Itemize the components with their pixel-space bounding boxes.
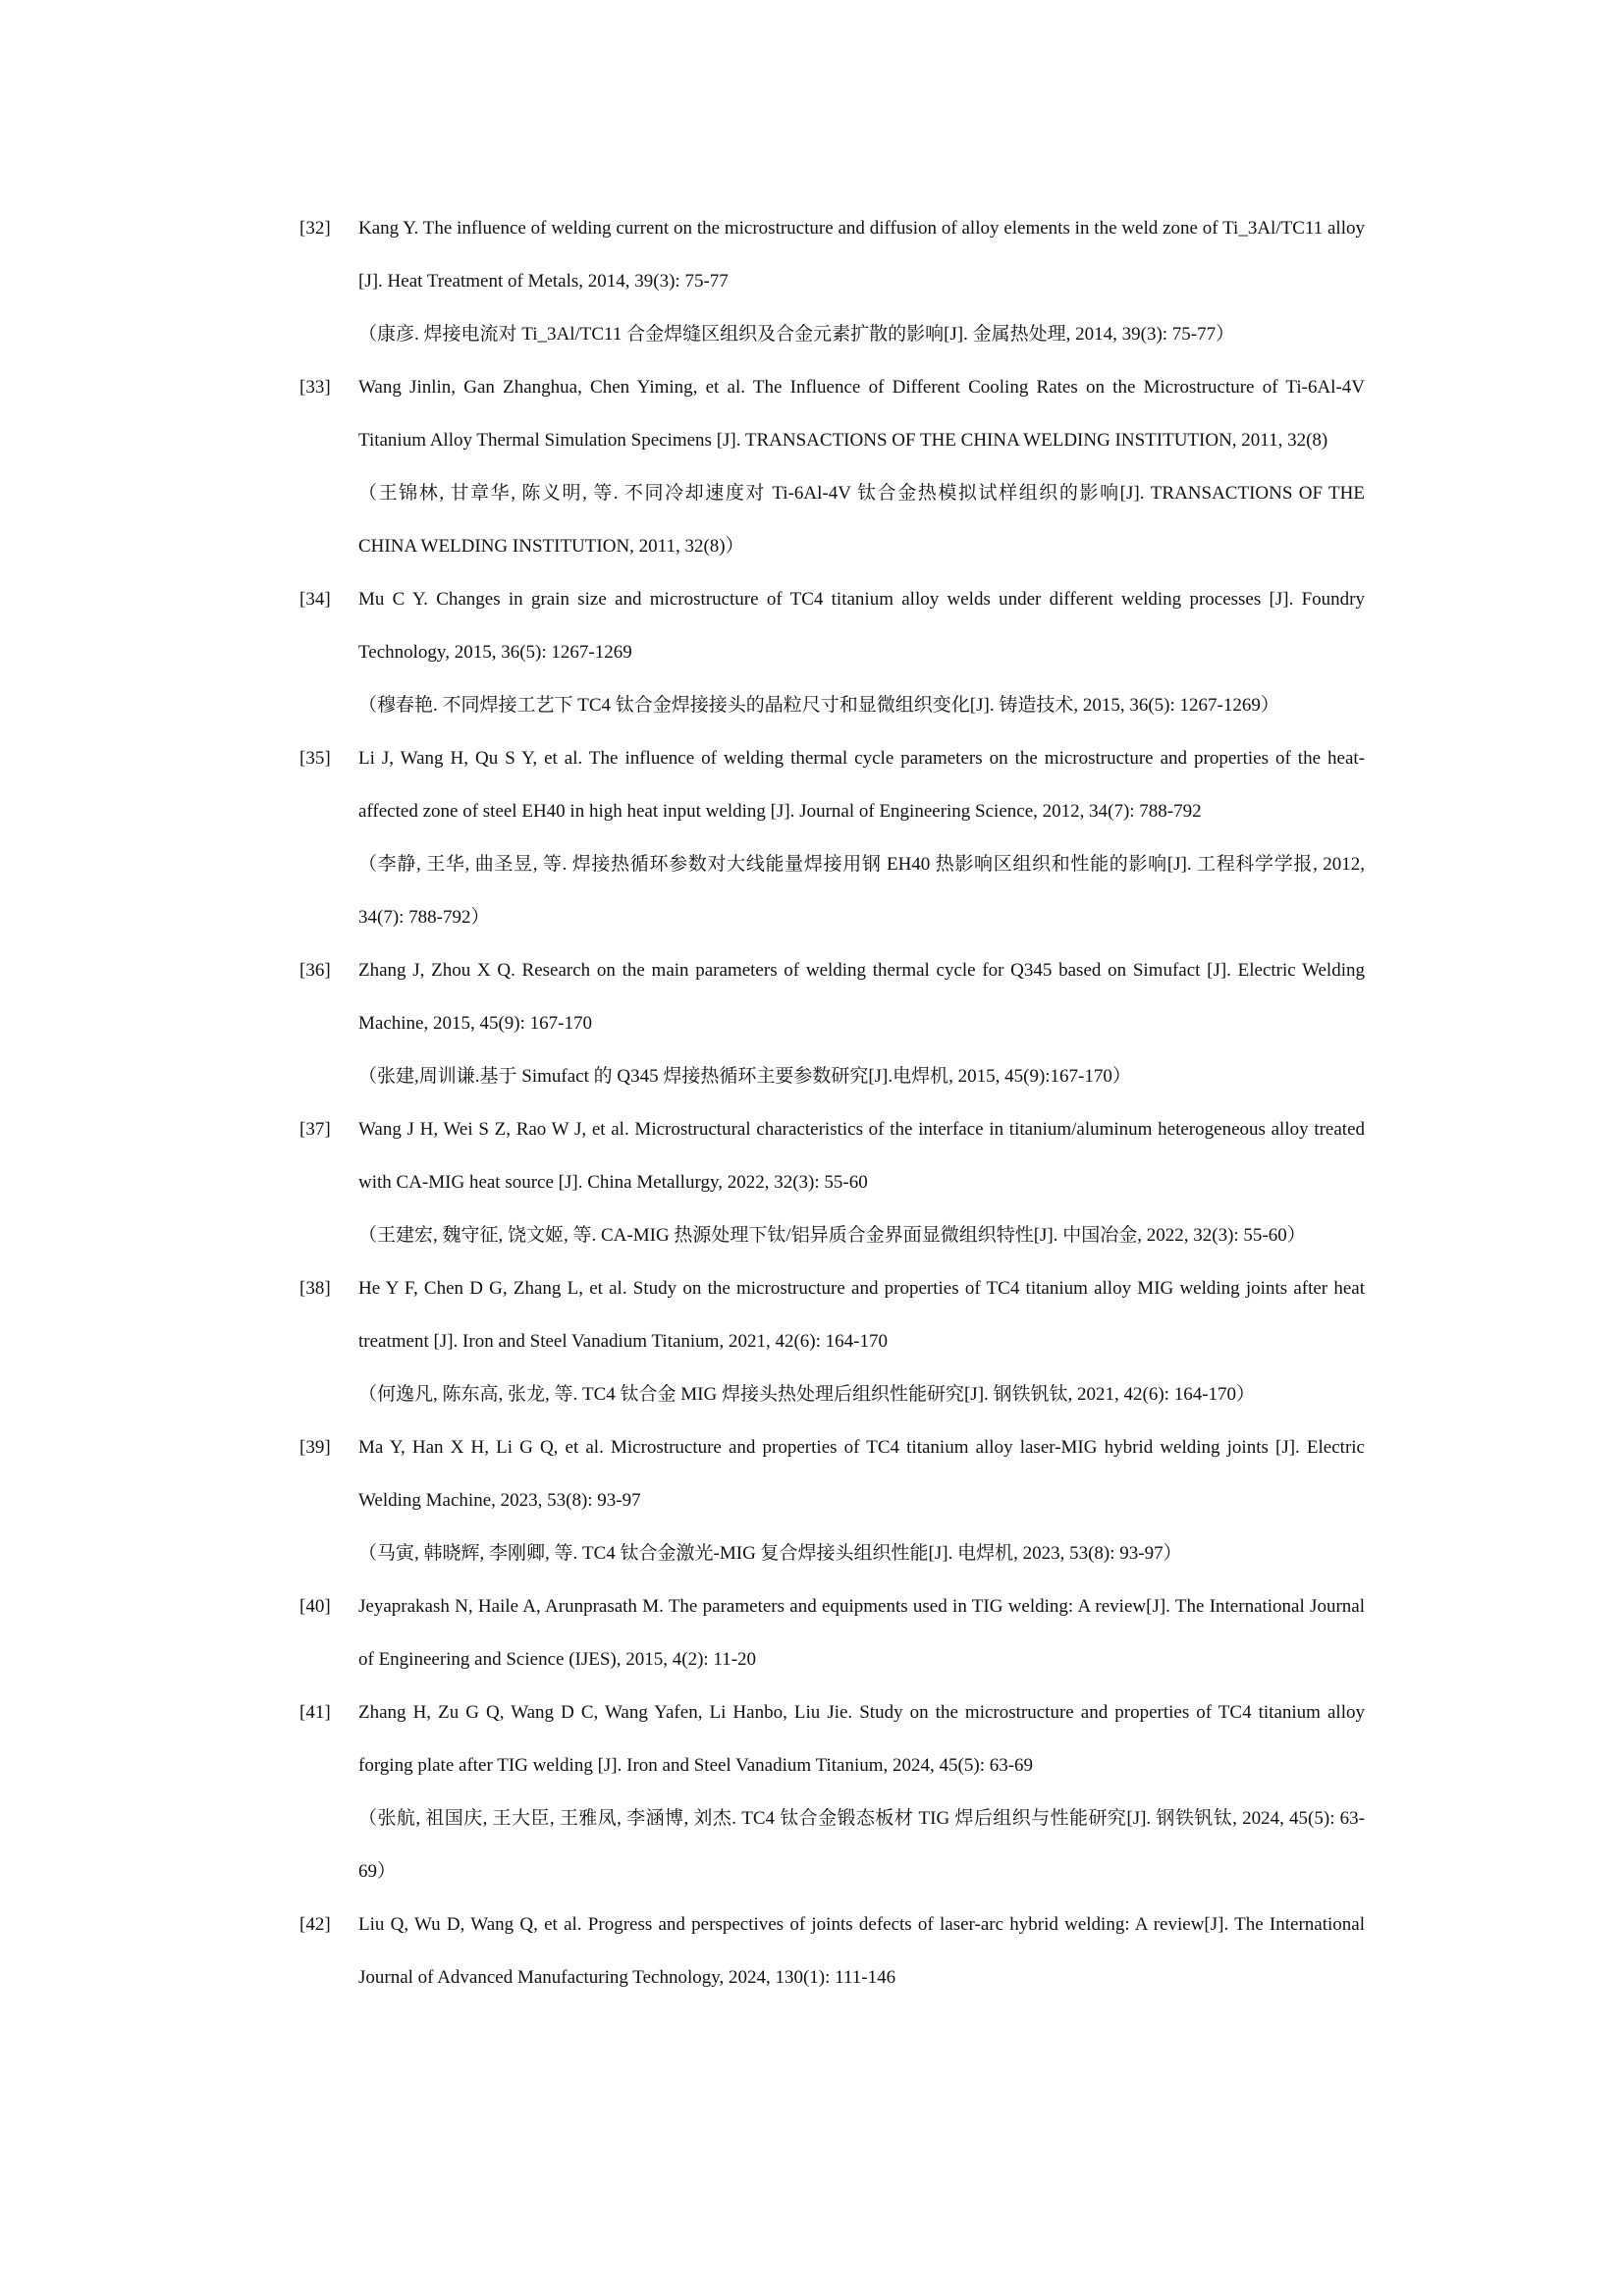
reference-number: [40]: [299, 1596, 331, 1617]
reference-item: [299, 361, 1365, 573]
reference-chinese: （穆春艳. 不同焊接工艺下 TC4 钛合金焊接接头的晶粒尺寸和显微组织变化[J]. 铸造技术, 2015, 36(5): 1267-1269）: [358, 695, 1279, 716]
reference-english: Ma Y, Han X H, Li G Q, et al. Microstructure and properties of TC4 titanium alloy laser-MIG hybrid welding joints [J]. Electric Welding Machine, 2023, 53(8): 93-97: [358, 1437, 1365, 1511]
reference-number: [39]: [299, 1437, 331, 1458]
reference-body: [358, 361, 1365, 573]
reference-item: [299, 732, 1365, 944]
reference-english: Jeyaprakash N, Haile A, Arunprasath M. The parameters and equipments used in TIG welding: A review[J]. The International Journal of Engineering and Science (IJES), 2015, 4(2): 11-20: [358, 1596, 1365, 1670]
reference-number: [36]: [299, 960, 331, 981]
reference-english: Wang J H, Wei S Z, Rao W J, et al. Microstructural characteristics of the interface in titanium/aluminum heterogeneous alloy treated with CA-MIG heat source [J]. China Metallurgy, 2022, 32(3): 55-60: [358, 1119, 1365, 1193]
reference-item: [299, 1262, 1365, 1421]
reference-body: [358, 202, 1365, 361]
reference-number: [35]: [299, 748, 331, 769]
reference-list: [299, 202, 1365, 2004]
reference-chinese: （张航, 祖国庆, 王大臣, 王雅凤, 李涵博, 刘杰. TC4 钛合金锻态板材 TIG 焊后组织与性能研究[J]. 钢铁钒钛, 2024, 45(5): 63-69）: [358, 1808, 1365, 1882]
reference-chinese: （何逸凡, 陈东高, 张龙, 等. TC4 钛合金 MIG 焊接头热处理后组织性能研究[J]. 钢铁钒钛, 2021, 42(6): 164-170）: [358, 1384, 1256, 1405]
reference-item: [299, 1898, 1365, 2004]
reference-body: [358, 732, 1365, 944]
reference-number: [34]: [299, 589, 331, 610]
reference-english: Kang Y. The influence of welding current on the microstructure and diffusion of alloy elements in the weld zone of Ti_3Al/TC11 alloy [J]. Heat Treatment of Metals, 2014, 39(3): 75-77: [358, 218, 1365, 292]
reference-item: [299, 202, 1365, 361]
reference-item: [299, 1580, 1365, 1686]
reference-number: [38]: [299, 1278, 331, 1299]
reference-number: [32]: [299, 218, 331, 239]
reference-body: [358, 944, 1365, 1103]
reference-body: [358, 1262, 1365, 1421]
reference-english: Mu C Y. Changes in grain size and microstructure of TC4 titanium alloy welds under different welding processes [J]. Foundry Technology, 2015, 36(5): 1267-1269: [358, 589, 1365, 663]
reference-body: [358, 1421, 1365, 1580]
reference-item: [299, 573, 1365, 732]
reference-chinese: （马寅, 韩晓辉, 李刚卿, 等. TC4 钛合金激光-MIG 复合焊接头组织性能[J]. 电焊机, 2023, 53(8): 93-97）: [358, 1543, 1182, 1564]
reference-body: [358, 573, 1365, 732]
reference-body: [358, 1898, 1365, 2004]
reference-chinese: （王建宏, 魏守征, 饶文姬, 等. CA-MIG 热源处理下钛/铝异质合金界面显微组织特性[J]. 中国冶金, 2022, 32(3): 55-60）: [358, 1225, 1306, 1246]
reference-number: [42]: [299, 1914, 331, 1935]
reference-body: [358, 1103, 1365, 1262]
reference-chinese: （康彦. 焊接电流对 Ti_3Al/TC11 合金焊缝区组织及合金元素扩散的影响[J]. 金属热处理, 2014, 39(3): 75-77）: [358, 324, 1235, 345]
reference-number: [33]: [299, 377, 331, 398]
reference-item: [299, 944, 1365, 1103]
reference-english: Zhang J, Zhou X Q. Research on the main parameters of welding thermal cycle for Q345 based on Simufact [J]. Electric Welding Machine, 2015, 45(9): 167-170: [358, 960, 1365, 1034]
reference-item: [299, 1103, 1365, 1262]
reference-item: [299, 1421, 1365, 1580]
reference-english: Li J, Wang H, Qu S Y, et al. The influence of welding thermal cycle parameters on the microstructure and properties of the heat-affected zone of steel EH40 in high heat input welding [J]. Journal of Engineering Science, 2012, 34(7): 788-792: [358, 748, 1365, 822]
reference-english: Wang Jinlin, Gan Zhanghua, Chen Yiming, et al. The Influence of Different Cooling Rates on the Microstructure of Ti-6Al-4V Titanium Alloy Thermal Simulation Specimens [J]. TRANSACTIONS OF THE CHINA WELDING INSTITUTION, 2011, 32(8): [358, 377, 1365, 451]
reference-body: [358, 1686, 1365, 1898]
reference-english: Liu Q, Wu D, Wang Q, et al. Progress and perspectives of joints defects of laser-arc hybrid welding: A review[J]. The International Journal of Advanced Manufacturing Technology, 2024, 130(1): 111-146: [358, 1914, 1365, 1988]
reference-chinese: （李静, 王华, 曲圣昱, 等. 焊接热循环参数对大线能量焊接用钢 EH40 热影响区组织和性能的影响[J]. 工程科学学报, 2012, 34(7): 788-792）: [358, 854, 1365, 928]
reference-number: [37]: [299, 1119, 331, 1140]
reference-body: [358, 1580, 1365, 1686]
reference-chinese: （王锦林, 甘章华, 陈义明, 等. 不同冷却速度对 Ti-6Al-4V 钛合金热模拟试样组织的影响[J]. TRANSACTIONS OF THE CHINA WELDING INSTITUTION, 2011, 32(8)）: [358, 483, 1365, 557]
reference-number: [41]: [299, 1702, 331, 1723]
reference-english: Zhang H, Zu G Q, Wang D C, Wang Yafen, Li Hanbo, Liu Jie. Study on the microstructure and properties of TC4 titanium alloy forging plate after TIG welding [J]. Iron and Steel Vanadium Titanium, 2024, 45(5): 63-69: [358, 1702, 1365, 1776]
reference-english: He Y F, Chen D G, Zhang L, et al. Study on the microstructure and properties of TC4 titanium alloy MIG welding joints after heat treatment [J]. Iron and Steel Vanadium Titanium, 2021, 42(6): 164-170: [358, 1278, 1365, 1352]
reference-item: [299, 1686, 1365, 1898]
reference-chinese: （张建,周训谦.基于 Simufact 的 Q345 焊接热循环主要参数研究[J].电焊机, 2015, 45(9):167-170）: [358, 1066, 1131, 1087]
